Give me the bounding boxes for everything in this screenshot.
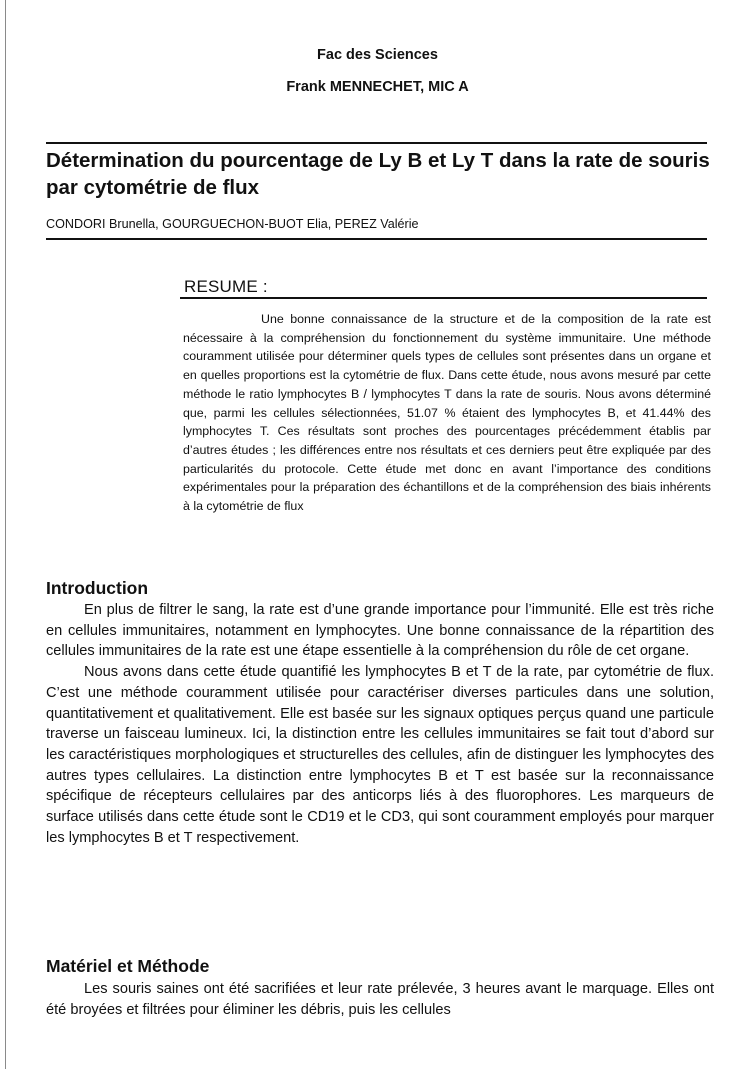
introduction-heading: Introduction xyxy=(46,578,149,598)
abstract-heading-rule xyxy=(180,297,707,299)
page-header xyxy=(0,45,755,97)
author-list: CONDORI Brunella, GOURGUECHON-BUOT Elia, PEREZ Valérie xyxy=(46,217,419,231)
authors-bottom-rule xyxy=(46,238,707,240)
abstract-body xyxy=(183,310,711,516)
methods-heading: Matériel et Méthode xyxy=(46,956,210,976)
methods-paragraph: Les souris saines ont été sacrifiées et leur rate prélevée, 3 heures avant le marquage. Elles ont été broyées et filtrées pour éliminer les débris, puis les cellules xyxy=(46,981,714,1018)
abstract-text: Une bonne connaissance de la structure et de la composition de la rate est nécessaire à la compréhension du fonctionnement du système immunitaire. Une méthode couramment utilisée pour déterminer quels types de cellules sont présentes dans un organe et en quelles proportions est la cytométrie de flux. Dans cette étude, nous avons mesuré par cette méthode le ratio lymphocytes B / lymphocytes T dans la rate de souris. Nous avons déterminé que, parmi les cellules sélectionnées, 51.07 % étaient des lymphocytes B, et 41.44% des lymphocytes T. Ces résultats sont proches des pourcentages précédemment établis par d’autres études ; les différences entre nos résultats et ces derniers peut être expliquée par des particularités du protocole. Cette étude met donc en avant l’importance des conditions expérimentales pour la préparation des échantillons et de la compréhension des biais inhérents à la cytométrie de flux xyxy=(183,312,711,514)
institution-name: Fac des Sciences xyxy=(317,47,438,63)
course-author: Frank MENNECHET, MIC A xyxy=(286,79,469,95)
page-left-border xyxy=(5,0,6,1069)
introduction-body xyxy=(46,600,714,848)
title-top-rule xyxy=(46,142,707,144)
abstract-heading: RESUME : xyxy=(184,277,268,296)
introduction-paragraph: Nous avons dans cette étude quantifié les lymphocytes B et T de la rate, par cytométrie de flux. C’est une méthode couramment utilisée pour caractériser diverses particules dans une solution, quantitativement et qualitativement. Elle est basée sur les signaux optiques perçus quand une particule traverse un faisceau lumineux. Ici, la distinction entre les cellules immunitaires se fait tout d’abord sur les caractéristiques morphologiques et structurelles des cellules, afin de distinguer les lymphocytes des autres types cellulaires. La distinction entre lymphocytes B et T est basée sur la reconnaissance spécifique de récepteurs cellulaires par des anticorps liés à des fluorophores. Les marqueurs de surface utilisés dans cette étude sont le CD19 et le CD3, qui sont couramment employés pour marquer les lymphocytes B et T respectivement. xyxy=(46,664,714,846)
introduction-paragraph: En plus de filtrer le sang, la rate est d’une grande importance pour l’immunité. Elle est très riche en cellules immunitaires, notamment en lymphocytes. Une bonne connaissance de la répartition des cellules immunitaires de la rate est une étape essentielle à la compréhension du rôle de cet organe. xyxy=(46,602,714,660)
methods-body xyxy=(46,979,714,1020)
article-title: Détermination du pourcentage de Ly B et Ly T dans la rate de souris par cytométrie de flux xyxy=(46,149,710,199)
